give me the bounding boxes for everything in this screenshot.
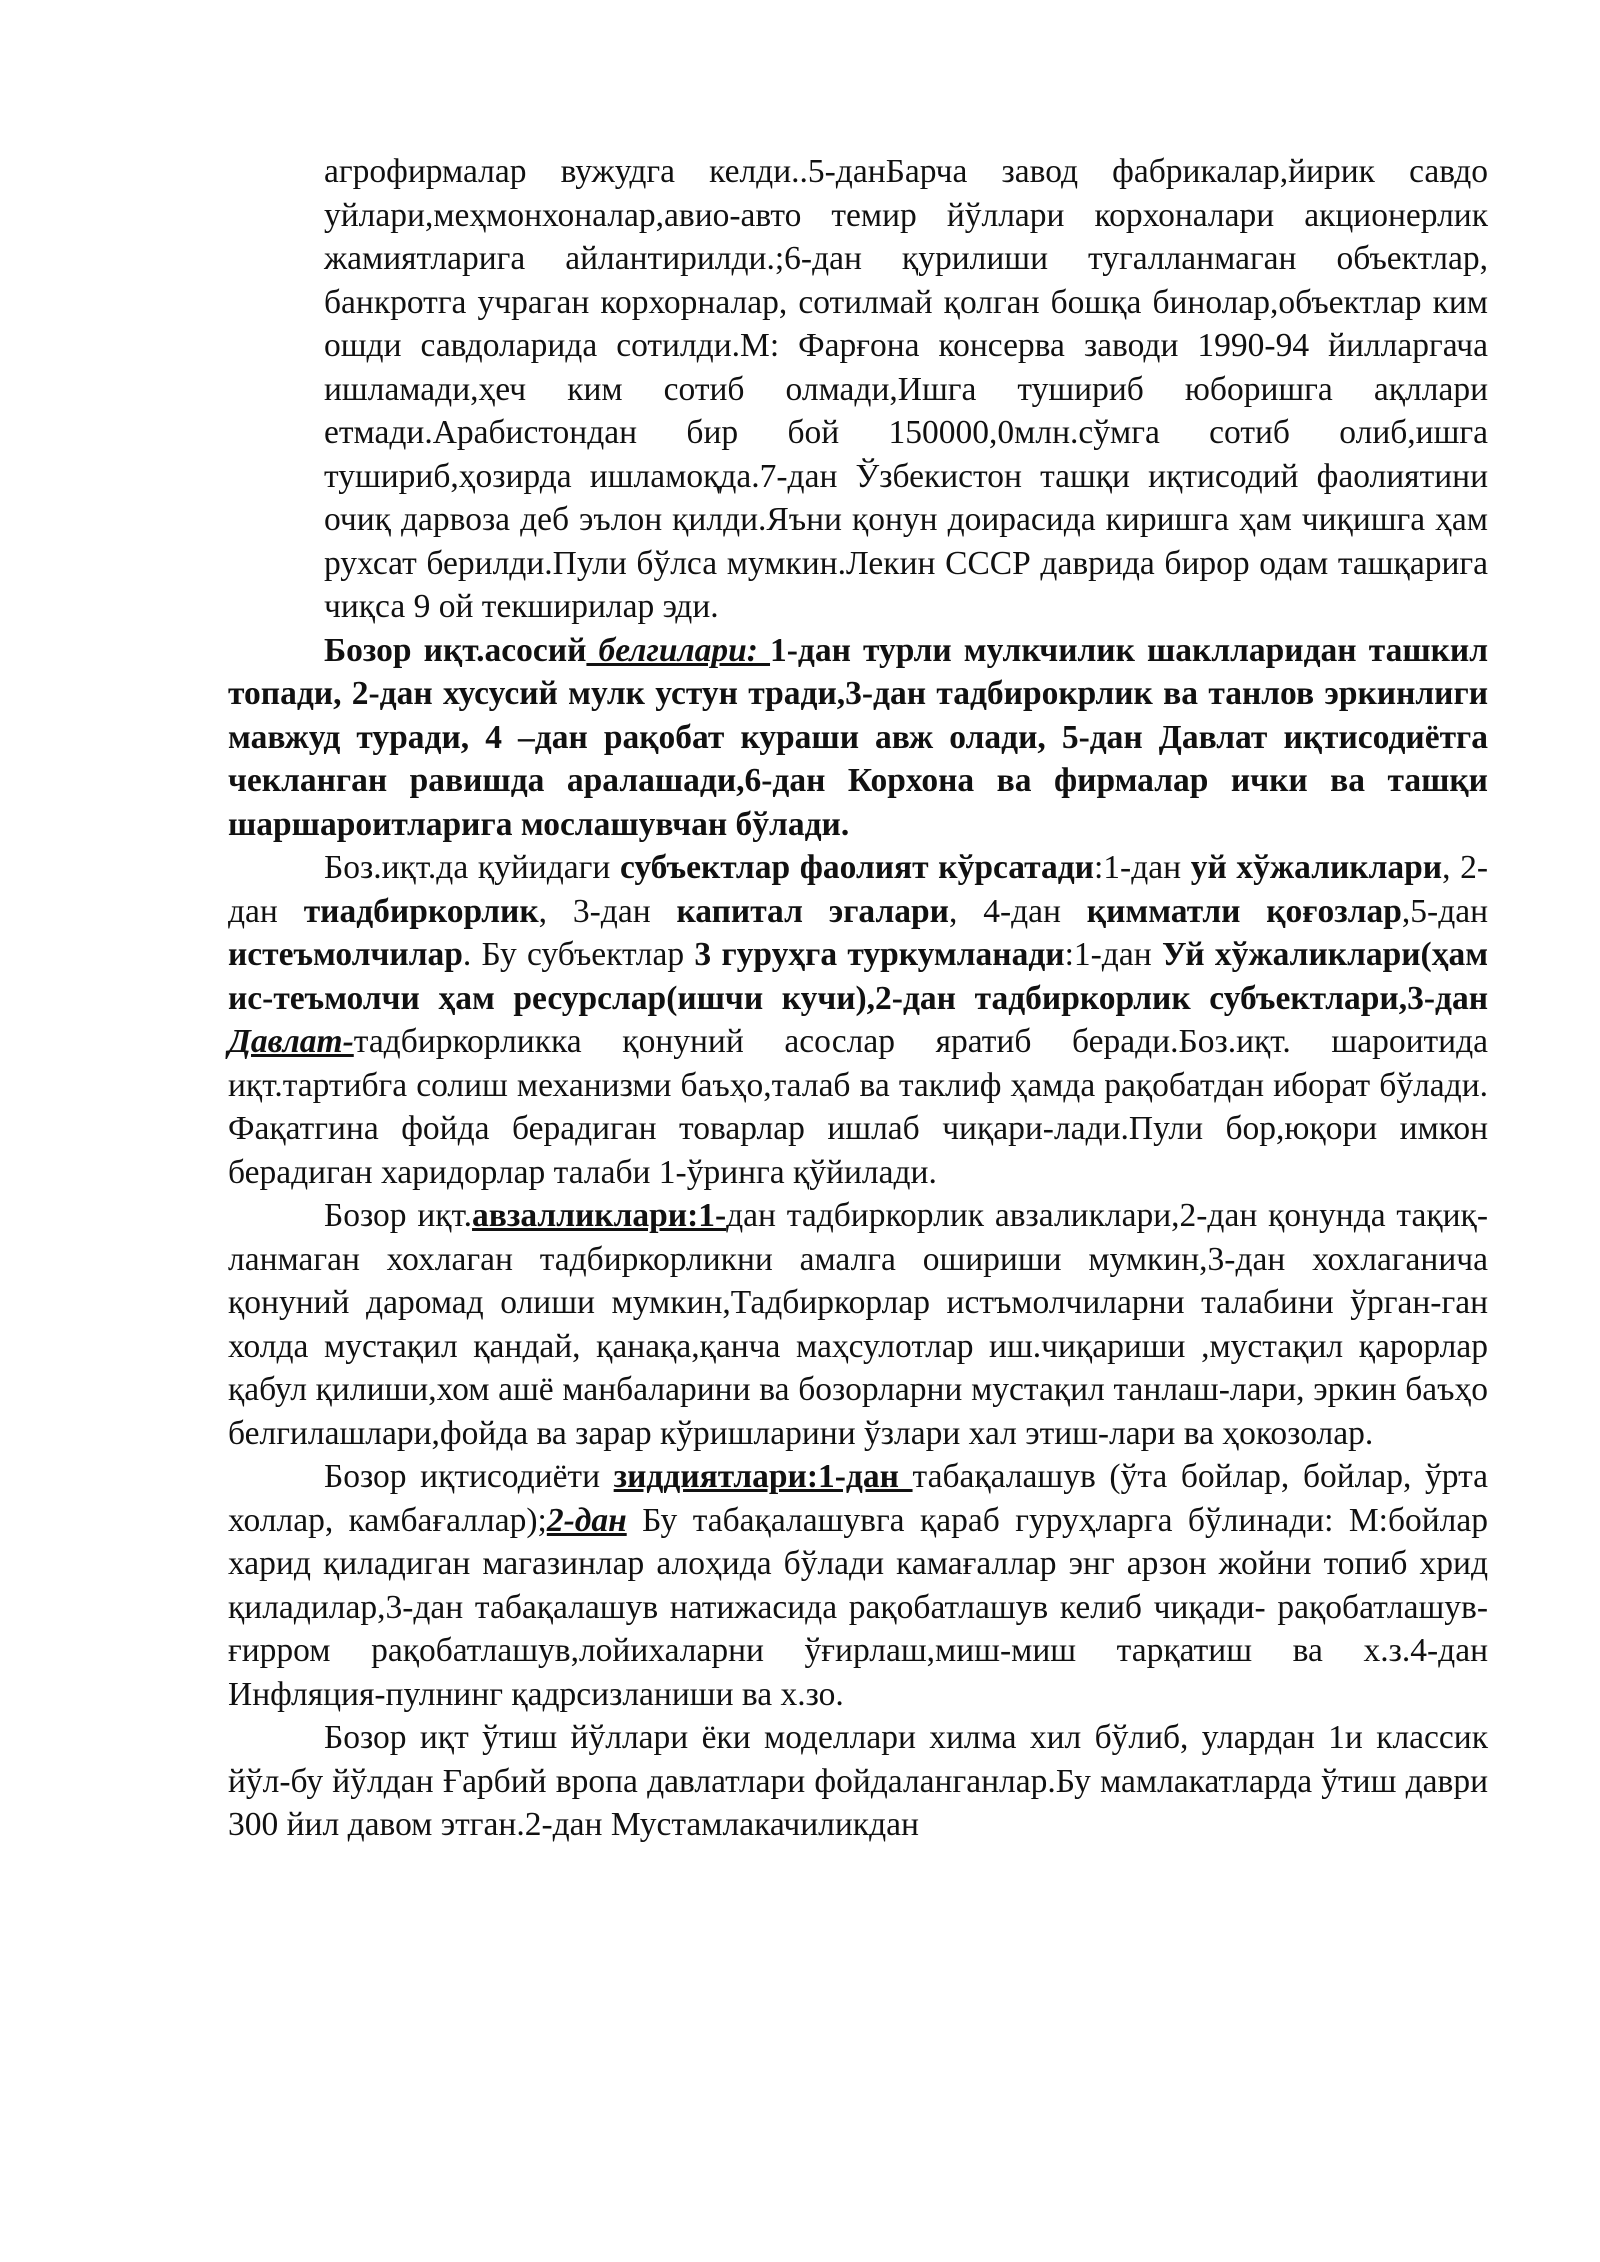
subject-securities: қимматли қоғозлар xyxy=(1086,892,1402,930)
paragraph-market-subjects xyxy=(228,846,1488,1194)
contradictions-text: Бу табақалашувга қараб гуруҳларга бўлинади: М:бойлар харид қиладиган магазинлар алоҳида бўлади камағаллар энг арзон жойни топиб хрид қиладилар,3-дан табақалашув натижасида рақобатлашув келиб чиқади- рақобатлашув-ғирром рақобатлашув,лойихаларни ўғирлаш,миш-миш тарқатиш ва х.з.4-дан Инфляция-пулнинг қадрсизланиши ва х.зо. xyxy=(228,1501,1489,1713)
advantages-heading: авзалликлари:1- xyxy=(472,1197,727,1234)
paragraph-privatization-steps: агрофирмалар вужудга келди..5-данБарча завод фабрикалар,йирик савдо уйлари,меҳмонхоналар,авио-авто темир йўллари корхоналари акционерлик жамиятларига айлантирилди.;6-дан қурилиши тугалланмаган объектлар, банкротга учраган корхорналар, сотилмай қолган бошқа бинолар,объектлар ким ошди савдоларида сотилди.М: Фарғона консерва заводи 1990-94 йилларгача ишламади,ҳеч ким сотиб олмади,Ишга тушириб юборишга ақллари етмади.Арабистондан бир бой 150000,0млн.сўмга сотиб олиб,ишга тушириб,ҳозирда ишламоқда.7-дан Ўзбекистон ташқи иқтисодий фаолиятини очиқ дарвоза деб эълон қилди.Яъни қонун доирасида киришга ҳам чиқишга ҳам рухсат берилди.Пули бўлса мумкин.Лекин СССР даврида бирор одам ташқарига чиқса 9 ой текширилар эди. xyxy=(324,153,1488,625)
subject-entrepreneurship: тиадбиркорлик xyxy=(303,892,539,930)
features-list: 1-дан турли мулкчилик шаклларидан ташкил топади, 2-дан хусусий мулк устун тради,3-дан тадбирокрлик ва танлов эркинлиги мавжуд туради, 4 –дан рақобат кураши авж олади, 5-дан Давлат иқтисодиётга чекланган равишда аралашади,6-дан Корхона ва фирмалар ички ва ташқи шаршароитларига мослашувчан бўлади. xyxy=(228,631,1488,843)
features-lead: Бозор иқт.асосий xyxy=(324,631,587,669)
contradictions-heading: зиддиятлари:1-дан xyxy=(613,1458,913,1495)
subjects-text: , 4-дан xyxy=(948,892,1087,930)
subjects-groups-heading: 3 гуруҳга туркумланади xyxy=(694,936,1065,973)
subject-consumers: истеъмолчилар xyxy=(228,936,463,973)
subjects-text: , 2-дан xyxy=(228,849,1489,930)
subjects-groups-list: Уй хўжаликлари(ҳам ис-теъмолчи ҳам ресурслар(ишчи кучи),2-дан тадбиркорлик субъектлари,3-дан xyxy=(228,936,1489,1017)
paragraph-transition-models: Бозор иқт ўтиш йўллари ёки моделлари хилма хил бўлиб, улардан 1и классик йўл-бу йўлдан Ғарбий вропа давлатлари фойдаланганлар.Бу мамлакатларда ўтиш даври 300 йил давом этган.2-дан Мустамлакачиликдан xyxy=(228,1719,1488,1843)
subject-state: Давлат- xyxy=(228,1023,354,1060)
advantages-lead: Бозор иқт. xyxy=(324,1197,473,1234)
subjects-text: ,5-дан xyxy=(1401,892,1489,930)
subjects-text: :1-дан xyxy=(1093,849,1191,886)
contradictions-lead: Бозор иқтисодиёти xyxy=(324,1458,614,1495)
features-heading: белгилари: xyxy=(586,631,771,669)
subjects-heading: субъектлар фаолият кўрсатади xyxy=(619,849,1094,886)
paragraph-market-economy-features xyxy=(228,629,1488,847)
subject-households: уй хўжаликлари xyxy=(1190,849,1443,886)
subjects-lead: Боз.иқт.да қуйидаги xyxy=(324,849,620,886)
document-body xyxy=(228,150,1488,1847)
subjects-text: тадбиркорликка қонуний асослар яратиб беради.Боз.иқт. шароитида иқт.тартибга солиш механизми баъҳо,талаб ва таклиф ҳамда рақобатдан иборат бўлади. Фақатгина фойда берадиган товарлар ишлаб чиқари-лади.Пули бор,юқори имкон берадиган харидорлар талаби 1-ўринга қўйилади. xyxy=(228,1023,1488,1191)
subjects-text: , 3-дан xyxy=(538,892,677,930)
subjects-text: :1-дан xyxy=(1064,936,1162,973)
subjects-text: . Бу субъектлар xyxy=(462,936,695,973)
paragraph-market-advantages xyxy=(228,1194,1488,1455)
contradictions-text: табақалашув (ўта бойлар, бойлар, ўрта холлар, камбағаллар); xyxy=(228,1458,1489,1539)
contradictions-second: 2-дан xyxy=(546,1501,627,1539)
subject-capital-owners: капитал эгалари xyxy=(676,892,949,930)
paragraph-market-contradictions xyxy=(228,1455,1488,1716)
advantages-text: дан тадбиркорлик авзаликлари,2-дан қонунда тақиқ-ланмаган хохлаган тадбиркорликни амалга ошириши мумкин,3-дан хохлаганича қонуний даромад олиши мумкин,Тадбиркорлар истъмолчиларни талабини ўрган-ган холда мустақил қандай, қанақа,қанча маҳсулотлар иш.чиқариши ,мустақил қарорлар қабул қилиши,хом ашё манбаларини ва бозорларни мустақил танлаш-лари, эркин баъҳо белгилашлари,фойда ва зарар кўришларини ўзлари хал этиш-лари ва ҳокозолар. xyxy=(228,1197,1488,1452)
